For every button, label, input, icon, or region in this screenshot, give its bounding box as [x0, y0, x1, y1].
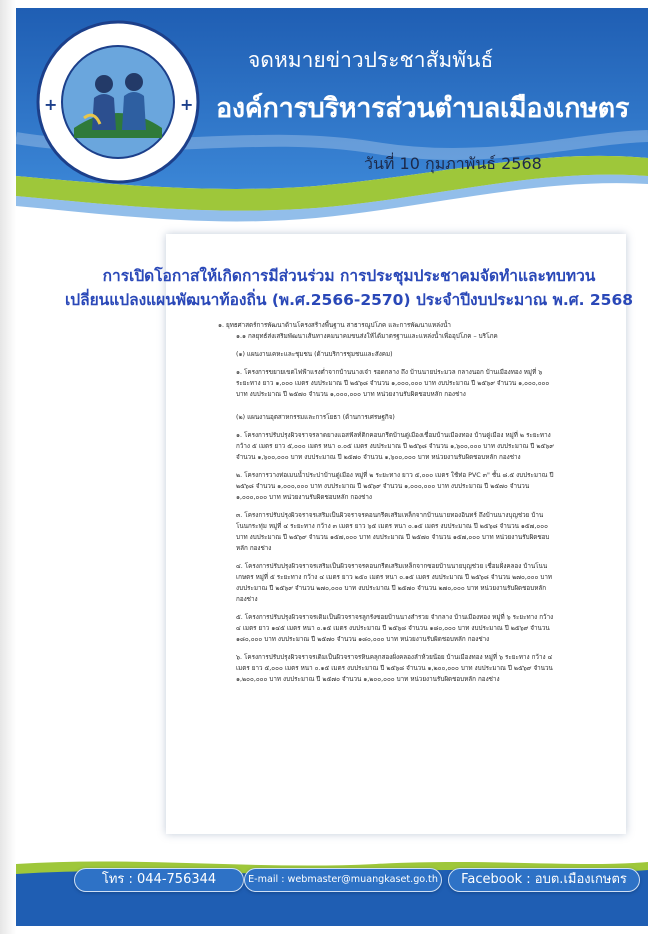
project-paragraph: ๒. โครงการวางท่อเมนน้ำประปาบ้านดู่เมือง หมู่ที่ ๒ ระยะทาง ยาว ๕,๐๐๐ เมตร ใช้ท่อ PVC ๓" ชั้น ๘.๕ งบประมาณ ปี ๒๕๖๘ จำนวน ๑,๐๐๐,๐๐๐ บาท งบประมาณ ปี ๒๕๖๙ จำนวน ๑,๐๐๐,๐๐๐ บาท งบประมาณ ปี ๒๕๗๐ จำนวน ๑,๐๐๐,๐๐๐ บาท หน่วยงานรับผิดชอบหลัก กองช่าง	[236, 472, 554, 501]
organization-name: องค์การบริหารส่วนตำบลเมืองเกษตร	[216, 93, 630, 124]
project-paragraph: ๑. โครงการปรับปรุงผิวจราจรลาดยางแอสฟัลท์ติกคอนกรีตบ้านดู่เมืองเชื่อมบ้านเมืองทอง บ้านดู่เมือง หมู่ที่ ๒ ระยะทาง กว้าง ๕ เมตร ยาว ๕,๐๐๐ เมตร หนา ๐.๐๕ เมตร งบประมาณ ปี ๒๕๖๘ จำนวน ๑,๖๐๐,๐๐๐ บาท งบประมาณ ปี ๒๕๖๙ จำนวน ๑,๖๐๐,๐๐๐ บาท งบประมาณ ปี ๒๕๗๐ จำนวน ๑,๖๐๐,๐๐๐ บาท หน่วยงานรับผิดชอบหลัก กองช่าง	[236, 432, 554, 461]
issue-date: วันที่ 10 กุมภาพันธ์ 2568	[364, 154, 542, 173]
newsletter-page	[16, 8, 648, 926]
strategy-subheading: ๑.๑ กลยุทธ์ส่งเสริมพัฒนาเส้นทางคมนาคมขนส่งให้ได้มาตรฐานและแหล่งน้ำเพื่ออุปโภค – บริโภค	[236, 333, 498, 340]
strategy-heading: ๑. ยุทธศาสตร์การพัฒนาด้านโครงสร้างพื้นฐาน สาธารณูปโภค และการพัฒนาแหล่งน้ำ	[218, 322, 451, 329]
project-paragraph: ๓. โครงการปรับปรุงผิวจราจรเสริมเป็นผิวจราจรคอนกรีตเสริมเหล็กจากบ้านนายทองอินทร์ ถึงบ้านนางบุญช่วย บ้านโนนกระทุ่ม หมู่ที่ ๔ ระยะทาง กว้าง ๓ เมตร ยาว ๖๕ เมตร หนา ๐.๑๕ เมตร งบประมาณ ปี ๒๕๖๘ จำนวน ๑๕๗,๐๐๐ บาท งบประมาณ ปี ๒๕๖๙ จำนวน ๑๕๗,๐๐๐ บาท งบประมาณ ปี ๒๕๗๐ จำนวน ๑๕๗,๐๐๐ บาท หน่วยงานรับผิดชอบหลัก กองช่าง	[236, 512, 550, 552]
project-paragraph: ๕. โครงการปรับปรุงผิวจราจรเดิมเป็นผิวจราจรลูกรังซอยบ้านนางสำรวย จำกลาง บ้านเมืองทอง หมู่ที่ ๖ ระยะทาง กว้าง ๔ เมตร ยาว ๑๔๕ เมตร หนา ๐.๑๕ เมตร งบประมาณ ปี ๒๕๖๘ จำนวน ๑๘๐,๐๐๐ บาท งบประมาณ ปี ๒๕๖๙ จำนวน ๑๘๐,๐๐๐ บาท งบประมาณ ปี ๒๕๗๐ จำนวน ๑๘๐,๐๐๐ บาท หน่วยงานรับผิดชอบหลัก กองช่าง	[236, 614, 554, 643]
svg-text:+: +	[180, 95, 194, 114]
project-paragraph: ๔. โครงการปรับปรุงผิวจราจรเสริมเป็นผิวจราจรคอนกรีตเสริมเหล็กจากซอยบ้านนายบุญช่วย เชื่อมฝั่งคลอง บ้านโนนเกษตร หมู่ที่ ๕ ระยะทาง กว้าง ๔ เมตร ยาว ๒๕๐ เมตร หนา ๐.๑๕ เมตร งบประมาณ ปี ๒๕๖๘ จำนวน ๒๗๐,๐๐๐ บาท งบประมาณ ปี ๒๕๖๙ จำนวน ๒๗๐,๐๐๐ บาท งบประมาณ ปี ๒๕๗๐ จำนวน ๒๗๐,๐๐๐ บาท หน่วยงานรับผิดชอบหลัก กองช่าง	[236, 563, 553, 603]
farmers-seal-icon	[34, 18, 202, 186]
phone-contact[interactable]: โทร : 044-756344	[74, 868, 244, 892]
headline-line-1: การเปิดโอกาสให้เกิดการมีส่วนร่วม การประชุมประชาคมจัดทำและทบทวน	[102, 267, 596, 285]
plan-heading-2: (๒) แผนงานอุตสาหกรรมและการโยธา (ด้านการเศรษฐกิจ)	[236, 414, 395, 421]
plan-heading-1: (๑) แผนงานเคหะและชุมชน (ด้านบริการชุมชนและสังคม)	[236, 351, 393, 358]
newsletter-title: จดหมายข่าวประชาสัมพันธ์	[248, 48, 494, 72]
contact-bar	[16, 858, 648, 926]
svg-text:+: +	[44, 95, 58, 114]
project-paragraph: ๑. โครงการขยายเขตไฟฟ้าแรงต่ำจากบ้านนางเจ๋า รอดกลาง ถึง บ้านนายประมวล กลางนอก บ้านเมืองทอง หมู่ที่ ๖ ระยะทาง ยาว ๑,๐๐๐ เมตร งบประมาณ ปี ๒๕๖๘ จำนวน ๑,๐๐๐,๐๐๐ บาท งบประมาณ ปี ๒๕๖๙ จำนวน ๑,๐๐๐,๐๐๐ บาท งบประมาณ ปี ๒๕๗๐ จำนวน ๑,๐๐๐,๐๐๐ บาท หน่วยงานรับผิดชอบหลัก กองช่าง	[236, 369, 550, 398]
email-contact[interactable]: E-mail : webmaster@muangkaset.go.th	[244, 868, 442, 892]
project-paragraph: ๖. โครงการปรับปรุงผิวจราจรเดิมเป็นผิวจราจรหินคลุกสองฝั่งคลองลำห้วยน้อย บ้านเมืองทอง หมู่ที่ ๖ ระยะทาง กว้าง ๔ เมตร ยาว ๕,๐๐๐ เมตร หนา ๐.๑๕ เมตร งบประมาณ ปี ๒๕๖๘ จำนวน ๑,๒๐๐,๐๐๐ บาท งบประมาณ ปี ๒๕๖๙ จำนวน ๑,๒๐๐,๐๐๐ บาท งบประมาณ ปี ๒๕๗๐ จำนวน ๑,๒๐๐,๐๐๐ บาท หน่วยงานรับผิดชอบหลัก กองช่าง	[236, 654, 553, 683]
facebook-contact[interactable]: Facebook : อบต.เมืองเกษตร	[448, 868, 640, 892]
headline-line-2: เปลี่ยนแปลงแผนพัฒนาท้องถิ่น (พ.ศ.2566-2570) ประจำปีงบประมาณ พ.ศ. 2568	[64, 291, 634, 309]
headline	[56, 264, 642, 312]
page-edge-shadow	[0, 0, 16, 934]
article-body	[200, 320, 554, 685]
